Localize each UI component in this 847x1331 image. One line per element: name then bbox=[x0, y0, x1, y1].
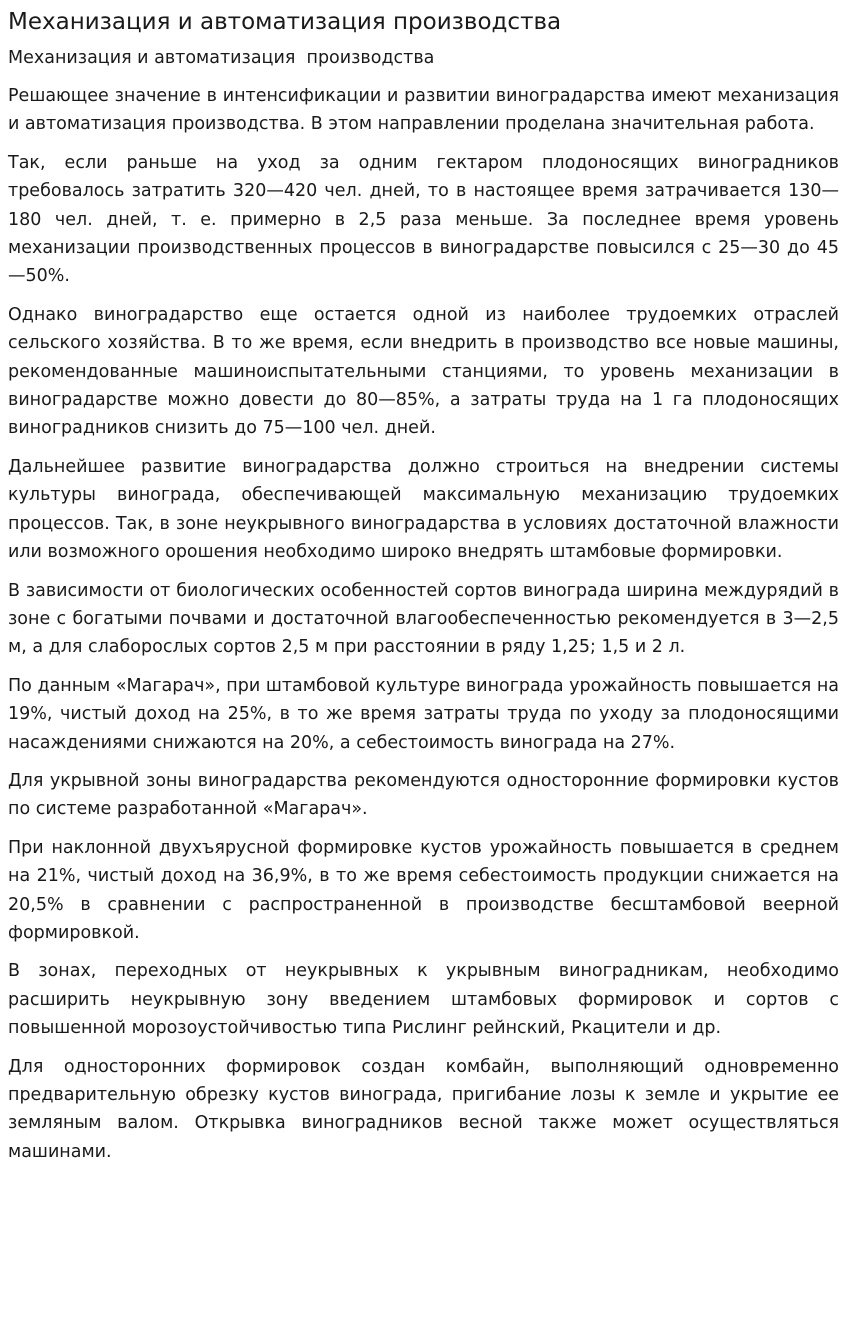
paragraph-4: Дальнейшее развитие виноградарства должно строиться на внедрении системы культуры винограда, обеспечивающей максимальную механизацию трудоемких процессов. Так, в зоне неукрывного виноградарства в условиях достаточной влажности или возможного орошения необходимо широко внедрять штамбовые формировки. bbox=[8, 456, 839, 563]
paragraph-7: Для укрывной зоны виноградарства рекомендуются односторонние формировки кустов по системе разработанной «Магарач». bbox=[8, 770, 839, 820]
paragraph-10: Для односторонних формировок создан комбайн, выполняющий одновременно предварительную обрезку кустов винограда, пригибание лозы к земле и укрытие ее земляным валом. Открывка виноградников весной также может осуществляться машинами. bbox=[8, 1056, 839, 1162]
article-subtitle: Механизация и автоматизация производства bbox=[8, 48, 435, 68]
paragraph-5: В зависимости от биологических особенностей сортов винограда ширина междурядий в зоне с богатыми почвами и достаточной влагообеспеченностью рекомендуется в 3—2,5 м, а для слаборослых сортов 2,5 м при расстоянии в ряду 1,25; 1,5 и 2 л. bbox=[8, 580, 839, 658]
paragraph-2: Так, если раньше на уход за одним гектаром плодоносящих виноградников требовалось затратить 320—420 чел. дней, то в настоящее время затрачивается 130—180 чел. дней, т. е. примерно в 2,5 раза меньше. За последнее время уровень механизации производственных процессов в виноградарстве повысился с 25—30 до 45—50%. bbox=[8, 152, 839, 287]
paragraph-8: При наклонной двухъярусной формировке кустов урожайность повышается в среднем на 21%, чистый доход на 36,9%, в то же время себестоимость продукции снижается на 20,5% в сравнении с распространенной в производстве бесштамбовой веерной формировкой. bbox=[8, 837, 839, 943]
paragraph-9: В зонах, переходных от неукрывных к укрывным виноградникам, необходимо расширить неукрывную зону введением штамбовых формировок и сортов с повышенной морозоустойчивостью типа Рислинг рейнский, Ркацители и др. bbox=[8, 961, 839, 1039]
paragraph-1: Решающее значение в интенсификации и развитии виноградарства имеют механизация и автоматизация производства. В этом направлении проделана значительная работа. bbox=[8, 86, 839, 135]
paragraph-3: Однако виноградарство еще остается одной из наиболее трудоемких отраслей сельского хозяйства. В то же время, если внедрить в производство все новые машины, рекомендованные машиноиспытательными станциями, то уровень механизации в виноградарстве можно довести до 80—85%, а затраты труда на 1 га плодоносящих виноградников снизить до 75—100 чел. дней. bbox=[8, 304, 839, 439]
paragraph-6: По данным «Магарач», при штамбовой культуре винограда урожайность повышается на 19%, чистый доход на 25%, в то же время затраты труда по уходу за плодоносящими насаждениями снижаются на 20%, а себестоимость винограда на 27%. bbox=[8, 675, 839, 753]
page-title: Механизация и автоматизация производства bbox=[8, 9, 562, 35]
